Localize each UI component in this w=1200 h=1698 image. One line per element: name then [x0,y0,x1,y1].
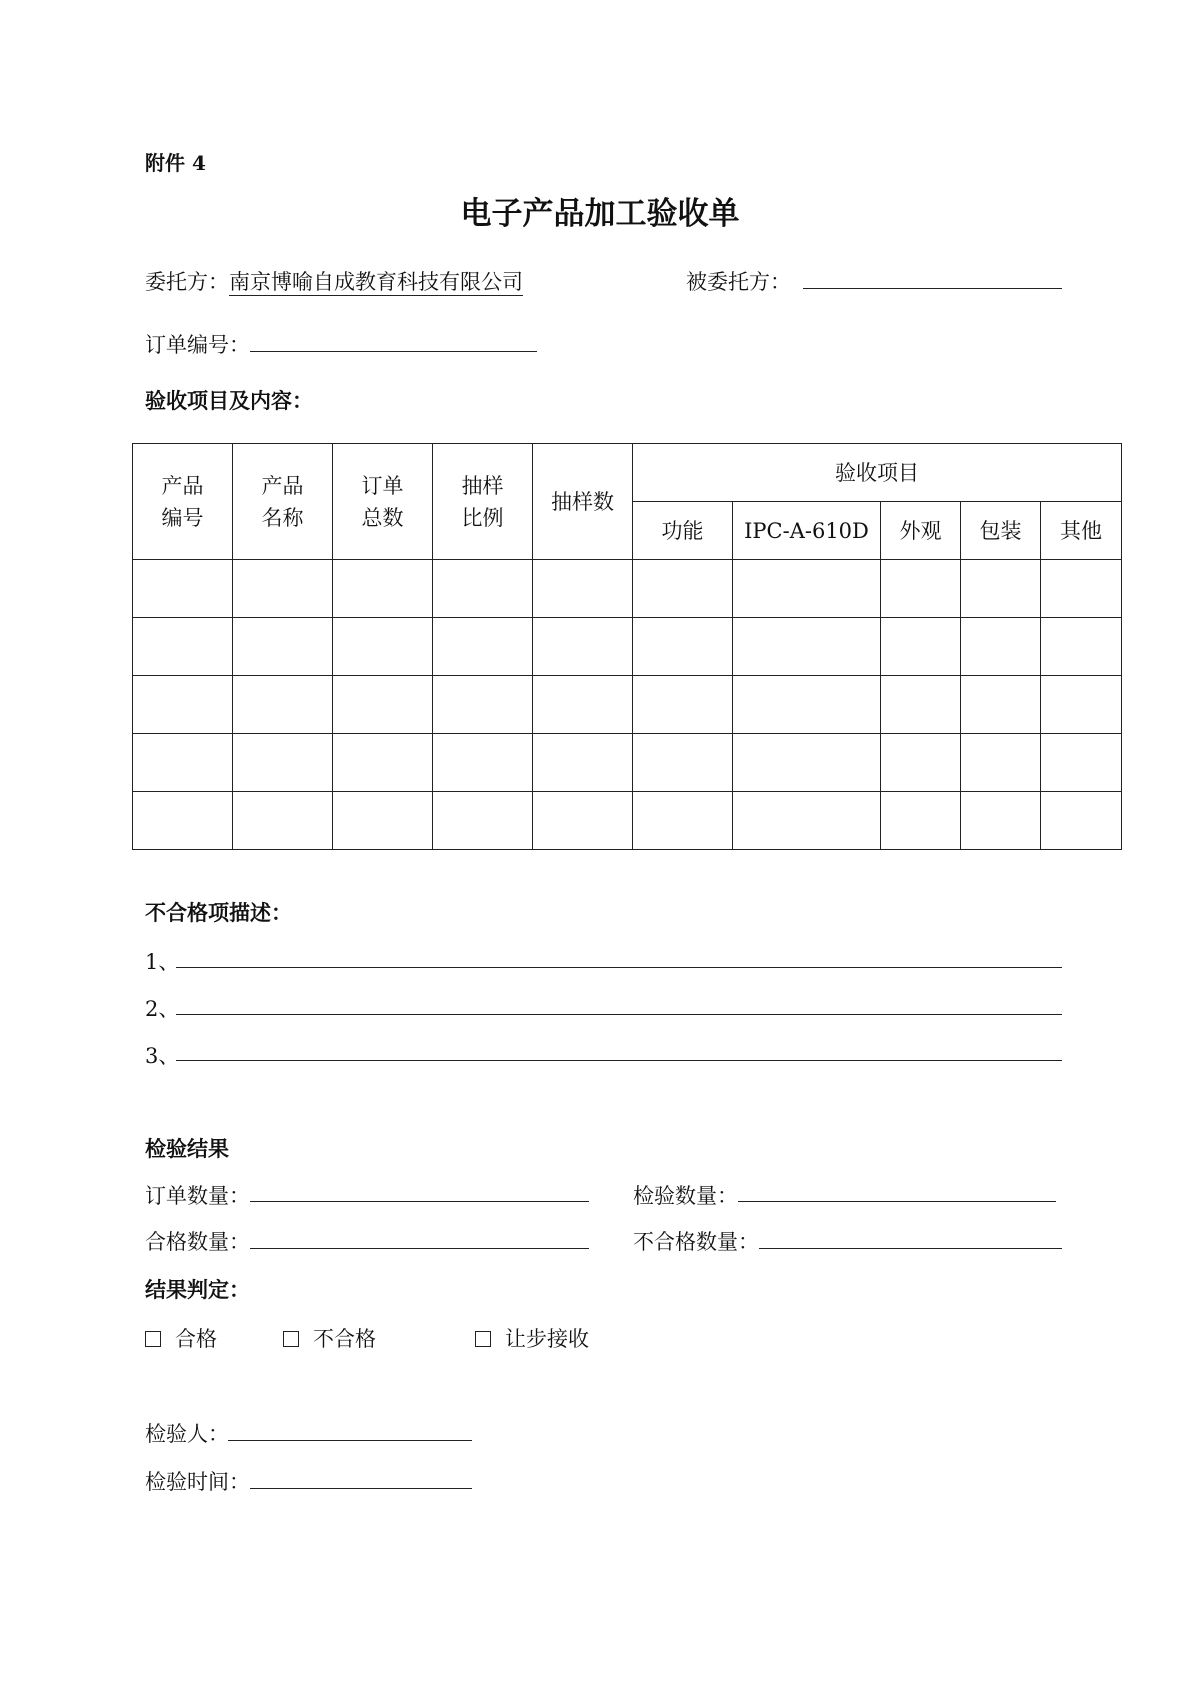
table-cell[interactable] [881,734,961,792]
table-cell[interactable] [733,734,881,792]
checkbox-pass[interactable] [145,1331,161,1347]
section-judgement: 结果判定： [145,1277,250,1302]
table-cell[interactable] [333,560,433,618]
table-cell[interactable] [433,734,533,792]
inspect-time-line[interactable] [250,1488,472,1489]
header-packaging: 包装 [961,502,1041,560]
table-cell[interactable] [881,560,961,618]
table-cell[interactable] [133,734,233,792]
defect-1-label: 1、 [145,950,180,974]
table-cell[interactable] [533,560,633,618]
section-result: 检验结果 [145,1136,229,1161]
table-cell[interactable] [1041,792,1122,850]
defect-3-line[interactable] [176,1060,1062,1061]
table-cell[interactable] [233,560,333,618]
contractor-label: 被委托方： [686,270,791,294]
table-cell[interactable] [333,618,433,676]
section-defects: 不合格项描述： [145,900,292,925]
pass-qty-line[interactable] [250,1248,589,1249]
contractor-line[interactable] [803,288,1062,289]
table-cell[interactable] [133,618,233,676]
table-row [133,560,1122,618]
header-sample-count: 抽样数 [533,444,633,560]
defect-2-line[interactable] [176,1014,1062,1015]
table-cell[interactable] [133,792,233,850]
table-cell[interactable] [881,792,961,850]
table-cell[interactable] [1041,676,1122,734]
header-order-total: 订单 总数 [333,444,433,560]
table-cell[interactable] [433,792,533,850]
defect-3-label: 3、 [145,1044,180,1068]
table-cell[interactable] [1041,618,1122,676]
table-cell[interactable] [881,676,961,734]
client-field [145,266,523,296]
option-pass[interactable]: 合格 [145,1323,217,1353]
inspector-label: 检验人： [145,1422,229,1446]
table-cell[interactable] [961,676,1041,734]
table-cell[interactable] [333,734,433,792]
inspector-line[interactable] [228,1440,472,1441]
header-ipc: IPC-A-610D [733,502,881,560]
table-cell[interactable] [733,792,881,850]
order-no-line[interactable] [250,351,537,352]
fail-qty-label: 不合格数量： [633,1230,759,1254]
table-cell[interactable] [961,792,1041,850]
table-cell[interactable] [533,676,633,734]
table-row [133,676,1122,734]
option-fail[interactable]: 不合格 [283,1323,376,1353]
table-cell[interactable] [333,792,433,850]
header-product-name: 产品 名称 [233,444,333,560]
defect-2-label: 2、 [145,997,180,1021]
defect-1-line[interactable] [176,967,1062,968]
page-title: 电子产品加工验收单 [460,196,740,232]
fail-qty-line[interactable] [759,1248,1062,1249]
table-cell[interactable] [881,618,961,676]
table-cell[interactable] [733,676,881,734]
order-no-label: 订单编号： [145,333,250,357]
table-cell[interactable] [633,618,733,676]
table-row [133,618,1122,676]
header-function: 功能 [633,502,733,560]
header-appearance: 外观 [881,502,961,560]
client-value[interactable]: 南京博喻自成教育科技有限公司 [229,270,523,294]
option-concession[interactable]: 让步接收 [475,1323,589,1353]
table-cell[interactable] [433,676,533,734]
table-cell[interactable] [733,618,881,676]
inspect-qty-label: 检验数量： [633,1184,738,1208]
inspect-time-label: 检验时间： [145,1470,250,1494]
table-cell[interactable] [633,734,733,792]
table-cell[interactable] [233,676,333,734]
section-inspection: 验收项目及内容： [145,388,313,413]
order-qty-label: 订单数量： [145,1184,250,1208]
table-cell[interactable] [633,792,733,850]
table-cell[interactable] [233,734,333,792]
table-cell[interactable] [633,676,733,734]
pass-qty-label: 合格数量： [145,1230,250,1254]
table-cell[interactable] [233,792,333,850]
header-sample-ratio: 抽样 比例 [433,444,533,560]
table-cell[interactable] [433,618,533,676]
inspect-qty-line[interactable] [738,1201,1056,1202]
table-cell[interactable] [961,618,1041,676]
inspection-table [132,443,1122,850]
checkbox-concession[interactable] [475,1331,491,1347]
order-qty-line[interactable] [250,1201,589,1202]
table-cell[interactable] [333,676,433,734]
table-cell[interactable] [1041,734,1122,792]
table-cell[interactable] [533,618,633,676]
table-row [133,792,1122,850]
table-cell[interactable] [533,734,633,792]
table-cell[interactable] [433,560,533,618]
table-row [133,734,1122,792]
header-inspection-items: 验收项目 [633,444,1122,502]
checkbox-fail[interactable] [283,1331,299,1347]
table-cell[interactable] [961,560,1041,618]
table-cell[interactable] [233,618,333,676]
attachment-label: 附件 4 [145,151,206,175]
table-cell[interactable] [733,560,881,618]
header-other: 其他 [1041,502,1122,560]
table-cell[interactable] [961,734,1041,792]
table-cell[interactable] [633,560,733,618]
table-cell[interactable] [133,560,233,618]
table-cell[interactable] [533,792,633,850]
table-cell[interactable] [133,676,233,734]
table-cell[interactable] [1041,560,1122,618]
client-label: 委托方： [145,270,229,294]
header-product-no: 产品 编号 [133,444,233,560]
